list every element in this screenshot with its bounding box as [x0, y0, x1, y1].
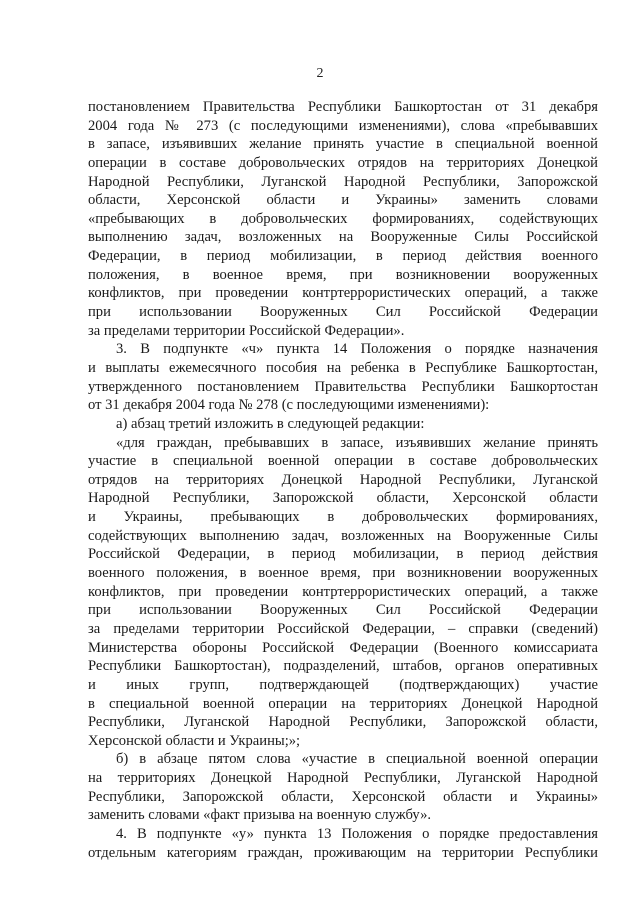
text-line: «для граждан, пребывавших в запасе, изъявивших желание принять	[116, 434, 598, 451]
text-line: Народной Республики, Запорожской области, Херсонской области	[88, 490, 598, 507]
text-line: Российской Федерации, в период мобилизации, в период действия	[88, 546, 598, 563]
text-line: 3. В подпункте «ч» пункта 14 Положения о порядке назначения	[116, 341, 598, 358]
text-line: отдельным категориям граждан, проживающим на территории Республики	[88, 844, 598, 861]
page-number: 2	[316, 66, 324, 81]
text-line: за пределами территории Российской Федерации, – справки (сведений)	[88, 620, 598, 637]
text-line: за пределами территории Российской Федерации».	[88, 322, 405, 339]
text-line: Херсонской области и Украины;»;	[88, 732, 301, 749]
text-line: б) в абзаце пятом слова «участие в специальной военной операции	[116, 751, 598, 768]
document-body	[88, 98, 598, 862]
text-line: 4. В подпункте «у» пункта 13 Положения о порядке предоставления	[116, 825, 598, 842]
text-line: Народной Республики, Луганской Народной Республики, Запорожской	[88, 173, 598, 190]
text-line: а) абзац третий изложить в следующей редакции:	[116, 415, 425, 432]
text-line: Республики, Луганской Народной Республики, Запорожской области,	[88, 714, 598, 731]
text-line: конфликтов, при проведении контртеррористических операций, а также	[88, 285, 598, 302]
text-line: 2004 года № 273 (с последующими изменениями), слова «пребывавших	[88, 117, 598, 134]
text-line: и выплаты ежемесячного пособия на ребенка в Республике Башкортостан,	[88, 359, 598, 376]
text-line: положения, в военное время, при возникновении вооруженных	[88, 266, 598, 283]
text-line: Республики Башкортостан), подразделений, штабов, органов оперативных	[88, 658, 598, 675]
text-line: в запасе, изъявивших желание принять участие в специальной военной	[88, 136, 598, 153]
text-line: участие в специальной военной операции в составе добровольческих	[88, 453, 598, 470]
text-line: Федерации, в период мобилизации, в период действия военного	[88, 248, 598, 265]
text-line: заменить словами «факт призыва на военную службу».	[88, 807, 432, 824]
text-line: Республики, Запорожской области, Херсонской области и Украины»	[88, 788, 598, 805]
text-line: отрядов на территориях Донецкой Народной Республики, Луганской	[88, 471, 598, 488]
text-line: содействующих выполнению задач, возложенных на Вооруженные Силы	[88, 527, 598, 544]
text-line: в специальной военной операции на территориях Донецкой Народной	[88, 695, 598, 712]
text-line: и Украины, пребывающих в добровольческих формированиях,	[88, 509, 598, 526]
text-line: утвержденного постановлением Правительства Республики Башкортостан	[88, 378, 598, 395]
text-line: и иных групп, подтверждающей (подтверждающих) участие	[88, 676, 598, 693]
text-line: «пребывающих в добровольческих формированиях, содействующих	[88, 210, 598, 227]
text-line: выполнению задач, возложенных на Вооруженные Силы Российской	[88, 229, 598, 246]
text-line: военного положения, в военное время, при возникновении вооруженных	[88, 565, 598, 582]
text-line: от 31 декабря 2004 года № 278 (с последующими изменениями):	[88, 397, 490, 414]
text-line: при использовании Вооруженных Сил Российской Федерации	[88, 602, 598, 619]
text-line: при использовании Вооруженных Сил Российской Федерации	[88, 304, 598, 321]
text-line: на территориях Донецкой Народной Республики, Луганской Народной	[88, 770, 598, 787]
text-line: области, Херсонской области и Украины» заменить словами	[88, 192, 598, 209]
text-line: операции в составе добровольческих отрядов на территориях Донецкой	[88, 154, 598, 171]
text-line: Министерства обороны Российской Федерации (Военного комиссариата	[88, 639, 598, 656]
text-line: конфликтов, при проведении контртеррористических операций, а также	[88, 583, 598, 600]
text-line: постановлением Правительства Республики Башкортостан от 31 декабря	[88, 99, 598, 115]
